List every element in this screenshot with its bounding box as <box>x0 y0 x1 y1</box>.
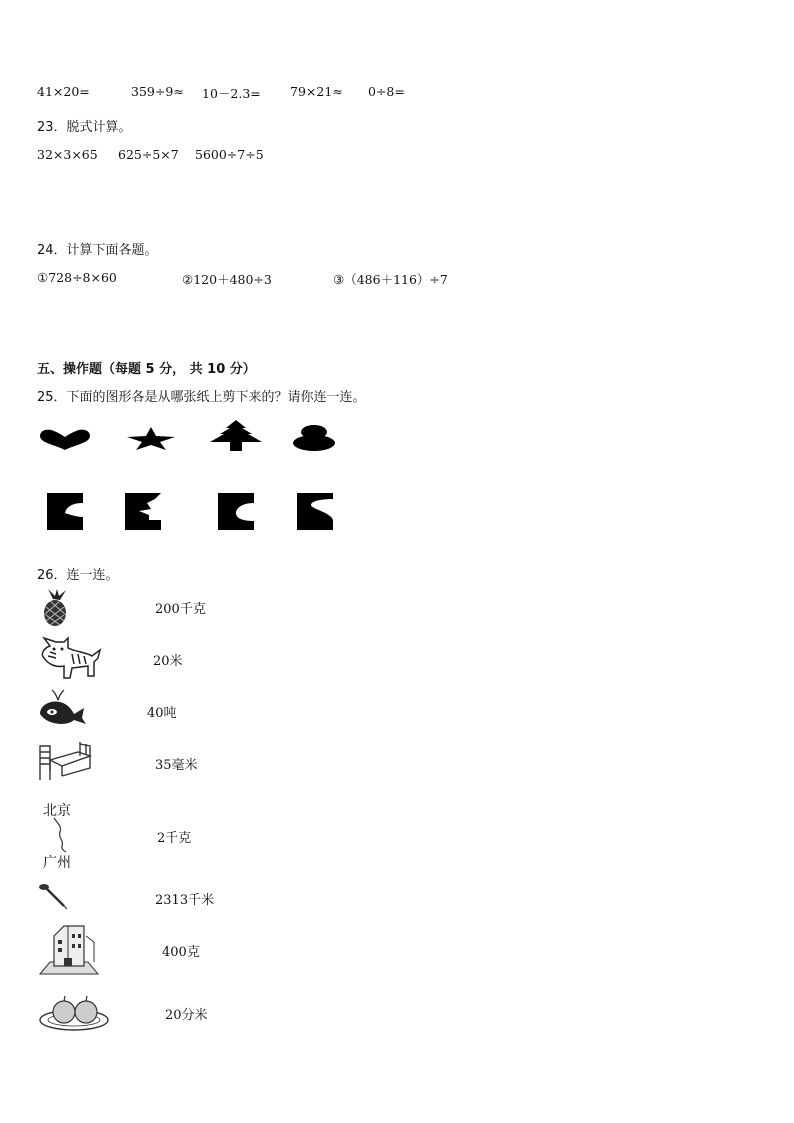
unit-20-dm: 20分米 <box>165 1008 208 1023</box>
unit-400-g: 400克 <box>162 945 200 960</box>
q24-expr-2: ②120＋480÷3 <box>182 272 272 287</box>
tiger-icon <box>36 636 104 682</box>
expr-0div8: 0÷8= <box>368 84 405 99</box>
unit-200-kg: 200千克 <box>155 602 206 617</box>
heart-shape-icon <box>38 428 92 452</box>
unit-2313-km: 2313千米 <box>155 893 215 908</box>
unit-2-kg: 2千克 <box>157 831 192 846</box>
q24-expr-3: ③（486＋116）÷7 <box>333 272 448 287</box>
section5-title: 五、操作题（每题 5 分， 共 10 分） <box>37 362 256 377</box>
unit-40-t: 40吨 <box>147 706 177 721</box>
expr-79x21: 79×21≈ <box>290 84 343 99</box>
nail-icon <box>38 882 70 910</box>
paper-heart-cut-icon <box>47 493 85 531</box>
blob-shape-icon <box>292 424 336 452</box>
q23-expr-1: 32×3×65 <box>37 147 98 162</box>
q24-expr-1: ①728÷8×60 <box>37 270 117 285</box>
expr-359div9: 359÷9≈ <box>131 84 184 99</box>
map-label-guangzhou: 广州 <box>43 855 71 871</box>
pineapple-icon <box>38 589 72 627</box>
whale-icon <box>36 690 88 728</box>
q26-title: 26．连一连。 <box>37 568 119 583</box>
paper-star-cut-icon <box>125 493 163 531</box>
q23-expr-2: 625÷5×7 <box>118 147 179 162</box>
building-icon <box>38 922 100 976</box>
paper-blob-cut-icon <box>297 493 335 531</box>
paper-tree-cut-icon <box>218 493 256 531</box>
q23-title: 23．脱式计算。 <box>37 120 132 135</box>
q25-title: 25．下面的图形各是从哪张纸上剪下来的？请你连一连。 <box>37 390 366 405</box>
unit-35-mm: 35毫米 <box>155 758 198 773</box>
apples-plate-icon <box>38 994 110 1032</box>
expr-10minus2-3: 10－2.3= <box>202 86 261 101</box>
q23-expr-3: 5600÷7÷5 <box>195 147 264 162</box>
map-label-beijing: 北京 <box>43 803 71 819</box>
expr-41x20: 41×20= <box>37 84 90 99</box>
unit-20-m: 20米 <box>153 654 183 669</box>
q24-title: 24．计算下面各题。 <box>37 243 158 258</box>
map-beijing-guangzhou-icon <box>50 818 70 852</box>
star-shape-icon <box>126 427 176 451</box>
arrow-tree-shape-icon <box>209 420 263 452</box>
bed-icon <box>36 740 92 782</box>
